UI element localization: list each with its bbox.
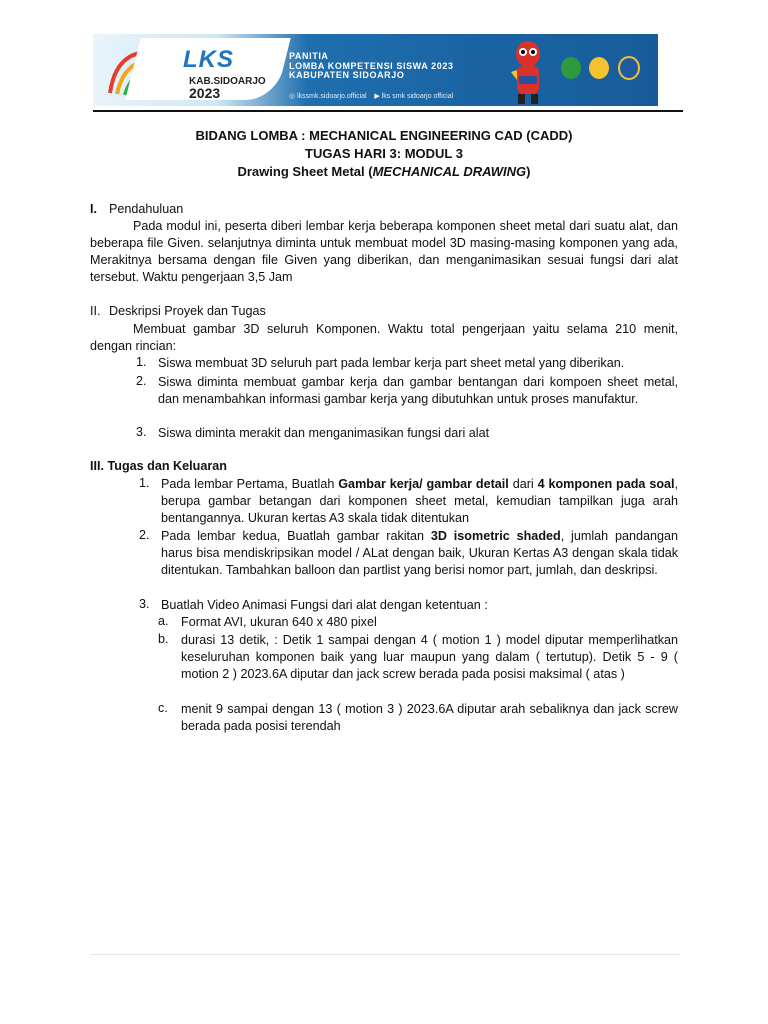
section3-item2-num: 2. [139,528,150,542]
section3-item2-text: Pada lembar kedua, Buatlah gambar rakitan 3D isometric shaded, jumlah pandangan harus bisa mendiskripsikan model / ALat dengan baik, Ukuran Kertas A3 dengan skala tidak ditentukan. Tambahkan balloon dan partlist yang berisi nomor part, jumlah, dan deskripsi. [161,529,678,577]
instagram-handle: lkssmk.sidoarjo.official [297,93,367,100]
section3-sub-a-text: Format AVI, ukuran 640 x 480 pixel [181,615,377,629]
section2-heading: Deskripsi Proyek dan Tugas [109,304,266,318]
section3-item1-num: 1. [139,476,150,490]
section3-sub-c-text: menit 9 sampai dengan 13 ( motion 3 ) 2023.6A diputar arah sebaliknya dan jack screw berada pada posisi terendah [181,702,678,733]
emblem-mkks-icon [589,57,609,79]
section3-heading: III. Tugas dan Keluaran [90,459,227,473]
section2-item3-num: 3. [136,425,147,439]
title-line3-italic: MECHANICAL DRAWING [372,164,527,179]
social-links [289,92,453,100]
header-rule [93,110,683,112]
footer-rule [90,954,680,955]
panitia-line2: LOMBA KOMPETENSI SISWA 2023 [289,60,454,71]
logo-kab: KAB.SIDOARJO [189,76,266,87]
section3-item3-text: Buatlah Video Animasi Fungsi dari alat dengan ketentuan : [161,598,488,612]
section2-item2-text: Siswa diminta membuat gambar kerja dan gambar bentangan dari kompoen sheet metal, dan menambahkan informasi gambar kerja yang dibutuhkan untuk proses manufaktur. [158,375,678,406]
section3-sub-a-num: a. [158,614,169,628]
section3-sub-c-num: c. [158,701,168,715]
title-line2: TUGAS HARI 3: MODUL 3 [305,146,463,161]
section1-heading-num: I. [90,202,97,216]
title-line3: Drawing Sheet Metal (MECHANICAL DRAWING) [237,164,531,179]
instagram-icon: ◎ [289,93,296,100]
panitia-block [289,52,454,81]
youtube-handle: lks smk sidoarjo official [381,93,454,100]
section3-sub-b-num: b. [158,632,169,646]
section2-intro: Membuat gambar 3D seluruh Komponen. Waktu total pengerjaan yaitu selama 210 menit, dengan rincian: [90,322,678,353]
emblem-jatim-icon [618,56,640,80]
section2-item2-num: 2. [136,374,147,388]
section2-item3-text: Siswa diminta merakit dan menganimasikan fungsi dari alat [158,426,490,440]
panitia-line1: PANITIA [289,51,329,61]
section3-item3-num: 3. [139,597,150,611]
section3-item1-text: Pada lembar Pertama, Buatlah Gambar kerja/ gambar detail dari 4 komponen pada soal, berupa gambar betangan dari komponen sheet metal, kemudian tampilkan juga arah bentangannya. Ukuran kertas A3 skala tidak ditentukan [161,477,679,525]
section1-heading: Pendahuluan [109,202,184,216]
logo-year: 2023 [189,85,221,101]
mascot-icon [503,36,553,106]
section2-item1-text: Siswa membuat 3D seluruh part pada lembar kerja part sheet metal yang diberikan. [158,356,625,370]
emblems [561,56,644,80]
emblem-sidoarjo-icon [561,57,581,79]
header-banner [93,34,658,106]
title-line1: BIDANG LOMBA : MECHANICAL ENGINEERING CAD (CADD) [195,128,573,143]
youtube-icon: ▶ [374,93,380,100]
panitia-line3: KABUPATEN SIDOARJO [289,70,405,80]
section1-text: Pada modul ini, peserta diberi lembar kerja beberapa komponen sheet metal dari suatu alat, dan beberapa file Given. selanjutnya diminta untuk membuat model 3D masing-masing komponen yang ada, Merakitnya bersama dengan file Given yang diberikan, dan menganimasikan sesuai fungsi dari alat tersebut. Waktu pengerjaan 3,5 Jam [90,219,678,284]
section2-item1-num: 1. [136,355,147,369]
section2-heading-num: II. [90,304,101,318]
logo-text: LKS [183,46,234,73]
section3-sub-b-text: durasi 13 detik, : Detik 1 sampai dengan 4 ( motion 1 ) model diputar memperlihatkan keseluruhan komponen baik yang luar maupun yang dalam ( tertutup). Detik 5 - 9 ( motion 2 ) 2023.6A diputar dan jack screw berada pada posisi maksimal ( atas ) [181,633,678,681]
